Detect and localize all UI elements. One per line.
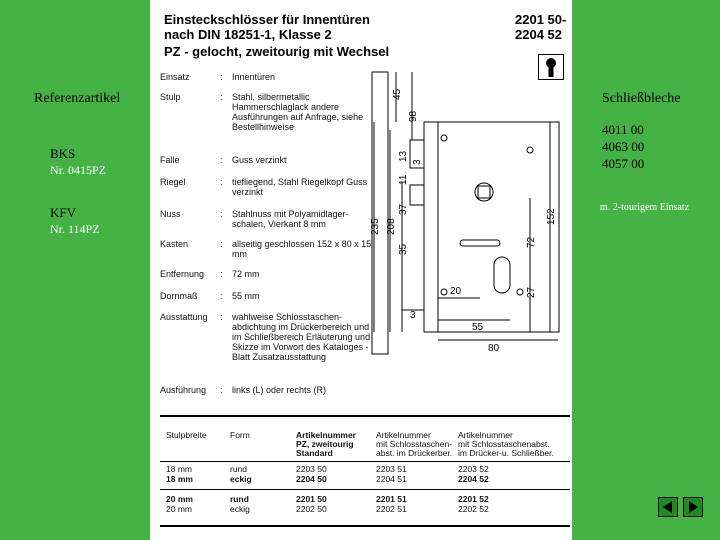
title-line-1: Einsteckschlösser für Innentüren bbox=[164, 12, 370, 27]
dim-72: 72 bbox=[526, 236, 537, 248]
spec-value: allseitig geschlossen 152 x 80 x 15 mm bbox=[232, 239, 372, 259]
th-standard: Artikelnummer PZ, zweitourig Standard bbox=[296, 430, 356, 458]
catalog-page: Einsteckschlösser für Innentüren nach DIN 18251-1, Klasse 2 2201 50- 2204 52 PZ - gelocht, zweitourig mit Wechsel Einsatz : Innentüren Stulp : Stahl, silbermetallic Hammerschlaglack andere Ausführungen auf Anfrage, siehe Bestellhinweise Falle : Guss verzinkt Riegel : tiefliegend, Stahl Riegelkopf Guss verzinkt Nuss : Stahlnuss mit Polyamidlager-schalen, Vierkant 8 mm Kasten : allseitig geschlossen 152 x 80 x 15 mm Entfernung : 72 mm Dornmaß : 55 mm Ausstattung : wahlweise Schlosstaschen-abdichtung im Drückerbereich und im Schließbereich Erläuterung und Skizze im Vorwort des Kataloges - Blatt Zusatzausstattung Ausführung : links (L) oder rechts (R) 45 98 3 13 11 37 208 235 35 72 152 27 20 55 80 3 Stulpbreite Form Artikelnummer PZ, zweitourig Standard Artikelnummer mit Schlosstaschen- abst. im Drückerber. Artikelnummer mit Schlosstaschenabst. im Drücker-u. Schließber. 18 mm rund 2203 50 2203 51 2203 52 18 mm eckig 2204 50 2204 51 2204 52 20 mm rund 2201 50 2201 51 2201 52 20 mm eckig 2202 50 2202 51 2202 52 bbox=[150, 0, 572, 540]
dim-80: 80 bbox=[488, 343, 500, 354]
spec-value: Stahlnuss mit Polyamidlager-schalen, Vierkant 8 mm bbox=[232, 209, 349, 229]
dim-13: 13 bbox=[398, 150, 409, 162]
spec-label: Riegel bbox=[160, 177, 186, 187]
th-drueckerbereich: Artikelnummer mit Schlosstaschen- abst. im Drückerber. bbox=[376, 430, 453, 458]
arrow-left-icon bbox=[659, 498, 677, 516]
spec-label: Nuss bbox=[160, 209, 181, 219]
referenzartikel-panel bbox=[0, 0, 150, 540]
dim-235: 235 bbox=[370, 218, 381, 235]
spec-value: links (L) oder rechts (R) bbox=[232, 385, 327, 395]
spec-label: Ausstattung bbox=[160, 312, 208, 322]
lock-case bbox=[424, 122, 559, 332]
dim-20: 20 bbox=[450, 286, 462, 297]
dim-3: 3 bbox=[412, 159, 423, 165]
article-table: Stulpbreite Form Artikelnummer PZ, zweitourig Standard Artikelnummer mit Schlosstaschen- abst. im Drückerber. Artikelnummer mit Schlosstaschenabst. im Drücker-u. Schließber. 18 mm rund 2203 50 2203 51 2203 52 18 mm eckig 2204 50 2204 51 2204 52 20 mm rund 2201 50 2201 51 2201 52 20 mm eckig 2202 50 2202 51 2202 52 bbox=[160, 415, 570, 527]
ref-item-bks bbox=[50, 146, 106, 178]
bolt bbox=[410, 185, 424, 205]
spec-label: Entfernung bbox=[160, 269, 205, 279]
dim-55: 55 bbox=[472, 322, 484, 333]
ref-item-name: BKS bbox=[50, 146, 76, 161]
title-line-2: nach DIN 18251-1, Klasse 2 bbox=[164, 27, 332, 42]
cylinder-cutout bbox=[494, 257, 510, 293]
th-schliessbereich: Artikelnummer mit Schlosstaschenabst. im Drücker-u. Schließber. bbox=[458, 430, 554, 458]
th-stulpbreite: Stulpbreite bbox=[166, 430, 207, 440]
lock-technical-drawing bbox=[360, 70, 572, 360]
dim-3b: 3 bbox=[410, 310, 416, 321]
previous-slide-button[interactable] bbox=[658, 497, 678, 517]
schliessbleche-title: Schließbleche bbox=[602, 91, 681, 106]
spec-label: Stulp bbox=[160, 92, 181, 102]
ref-item-name: KFV bbox=[50, 205, 77, 220]
dim-98: 98 bbox=[408, 110, 419, 122]
spec-value: Innentüren bbox=[232, 72, 276, 82]
arrow-right-icon bbox=[684, 498, 702, 516]
schliessblech-number: 4011 00 bbox=[602, 122, 644, 137]
code-line-2: 2204 52 bbox=[515, 27, 562, 42]
dim-45: 45 bbox=[392, 88, 403, 100]
dim-37: 37 bbox=[398, 203, 409, 215]
schliessbleche-panel bbox=[572, 0, 720, 540]
schliessblech-note: m. 2-tourigem Einsatz bbox=[600, 202, 690, 213]
th-form: Form bbox=[230, 430, 250, 440]
ref-item-kfv bbox=[50, 205, 100, 237]
page-title bbox=[164, 12, 370, 42]
spec-label: Einsatz bbox=[160, 72, 190, 82]
spec-label: Dornmaß bbox=[160, 291, 198, 301]
code-line-1: 2201 50- bbox=[515, 12, 567, 27]
spec-label: Kasten bbox=[160, 239, 189, 249]
spec-value: Stahl, silbermetallic Hammerschlaglack andere Ausführungen auf Anfrage, siehe Bestellhinweise bbox=[232, 92, 364, 132]
schliessblech-number: 4063 00 bbox=[602, 139, 645, 154]
ref-item-number: Nr. 0415PZ bbox=[50, 163, 107, 177]
next-slide-button[interactable] bbox=[683, 497, 703, 517]
spec-value: 55 mm bbox=[232, 291, 260, 301]
referenzartikel-title: Referenzartikel bbox=[34, 91, 121, 106]
follower bbox=[478, 186, 490, 198]
spec-label: Ausführung bbox=[160, 385, 207, 395]
dim-35: 35 bbox=[398, 243, 409, 255]
dim-152: 152 bbox=[546, 208, 557, 225]
dim-208: 208 bbox=[386, 218, 397, 235]
page-subtitle: PZ - gelocht, zweitourig mit Wechsel bbox=[164, 44, 390, 59]
dim-27: 27 bbox=[526, 286, 537, 298]
spec-label: Falle bbox=[160, 155, 180, 165]
dim-11: 11 bbox=[398, 174, 409, 185]
article-code bbox=[515, 12, 566, 42]
schliessblech-number: 4057 00 bbox=[602, 156, 645, 171]
ref-item-number: Nr. 114PZ bbox=[50, 222, 100, 236]
spec-value: tiefliegend, Stahl Riegelkopf Guss verzinkt bbox=[232, 177, 368, 197]
spec-value: wahlweise Schlosstaschen-abdichtung im Drückerbereich und im Schließbereich Erläuterung und Skizze im Vorwort des Kataloges - Blatt Zusatzausstattung bbox=[232, 312, 371, 362]
spec-value: 72 mm bbox=[232, 269, 260, 279]
spec-value: Guss verzinkt bbox=[232, 155, 287, 165]
